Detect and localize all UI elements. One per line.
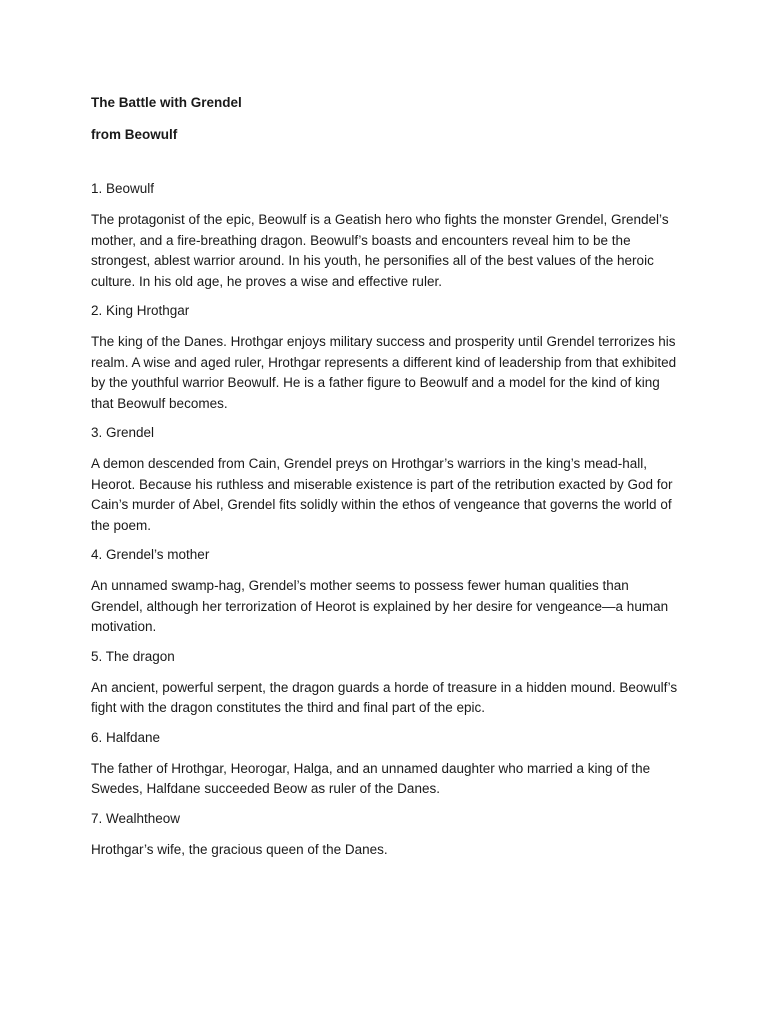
character-entry: [91, 810, 681, 861]
character-description: The king of the Danes. Hrothgar enjoys military success and prosperity until Grendel terrorizes his realm. A wise and aged ruler, Hrothgar represents a different kind of leadership from that exhibited by the youthful warrior Beowulf. He is a father figure to Beowulf and a model for the kind of king that Beowulf becomes.: [91, 334, 677, 411]
character-entry: [91, 648, 681, 719]
character-heading: 2. King Hrothgar: [91, 303, 190, 318]
character-list: [91, 180, 681, 860]
character-entry: [91, 424, 681, 536]
character-description: Hrothgar’s wife, the gracious queen of the Danes.: [91, 841, 388, 857]
character-heading: 1. Beowulf: [91, 181, 155, 196]
character-entry: [91, 729, 681, 800]
character-description: A demon descended from Cain, Grendel preys on Hrothgar’s warriors in the king’s mead-hall, Heorot. Because his ruthless and miserable existence is part of the retribution exacted by God for Cain’s murder of Abel, Grendel fits solidly within the ethos of vengeance that governs the world of the poem.: [91, 456, 673, 533]
character-heading: 5. The dragon: [91, 648, 175, 664]
character-entry: [91, 302, 681, 414]
character-description: The protagonist of the epic, Beowulf is a Geatish hero who fights the monster Grendel, Grendel’s mother, and a fire-breathing dragon. Beowulf’s boasts and encounters reveal him to be the strongest, ablest warrior around. In his youth, he personifies all of the best values of the heroic culture. In his old age, he proves a wise and effective ruler.: [91, 212, 669, 289]
character-description: The father of Hrothgar, Heorogar, Halga, and an unnamed daughter who married a king of the Swedes, Halfdane succeeded Beow as ruler of the Danes.: [91, 760, 651, 796]
character-heading: 7. Wealhtheow: [91, 810, 181, 826]
character-description: An unnamed swamp-hag, Grendel’s mother seems to possess fewer human qualities than Grendel, although her terrorization of Heorot is explained by her desire for vengeance—a human motivation.: [91, 578, 669, 634]
document-subtitle: from Beowulf: [91, 127, 178, 142]
document-title: The Battle with Grendel: [91, 95, 242, 110]
character-heading: 6. Halfdane: [91, 729, 161, 745]
character-heading: 4. Grendel’s mother: [91, 547, 210, 562]
character-heading: 3. Grendel: [91, 425, 155, 440]
document-page: [91, 94, 681, 860]
character-entry: [91, 180, 681, 292]
character-entry: [91, 546, 681, 638]
character-description: An ancient, powerful serpent, the dragon guards a horde of treasure in a hidden mound. Beowulf’s fight with the dragon constitutes the third and final part of the epic.: [91, 679, 678, 715]
